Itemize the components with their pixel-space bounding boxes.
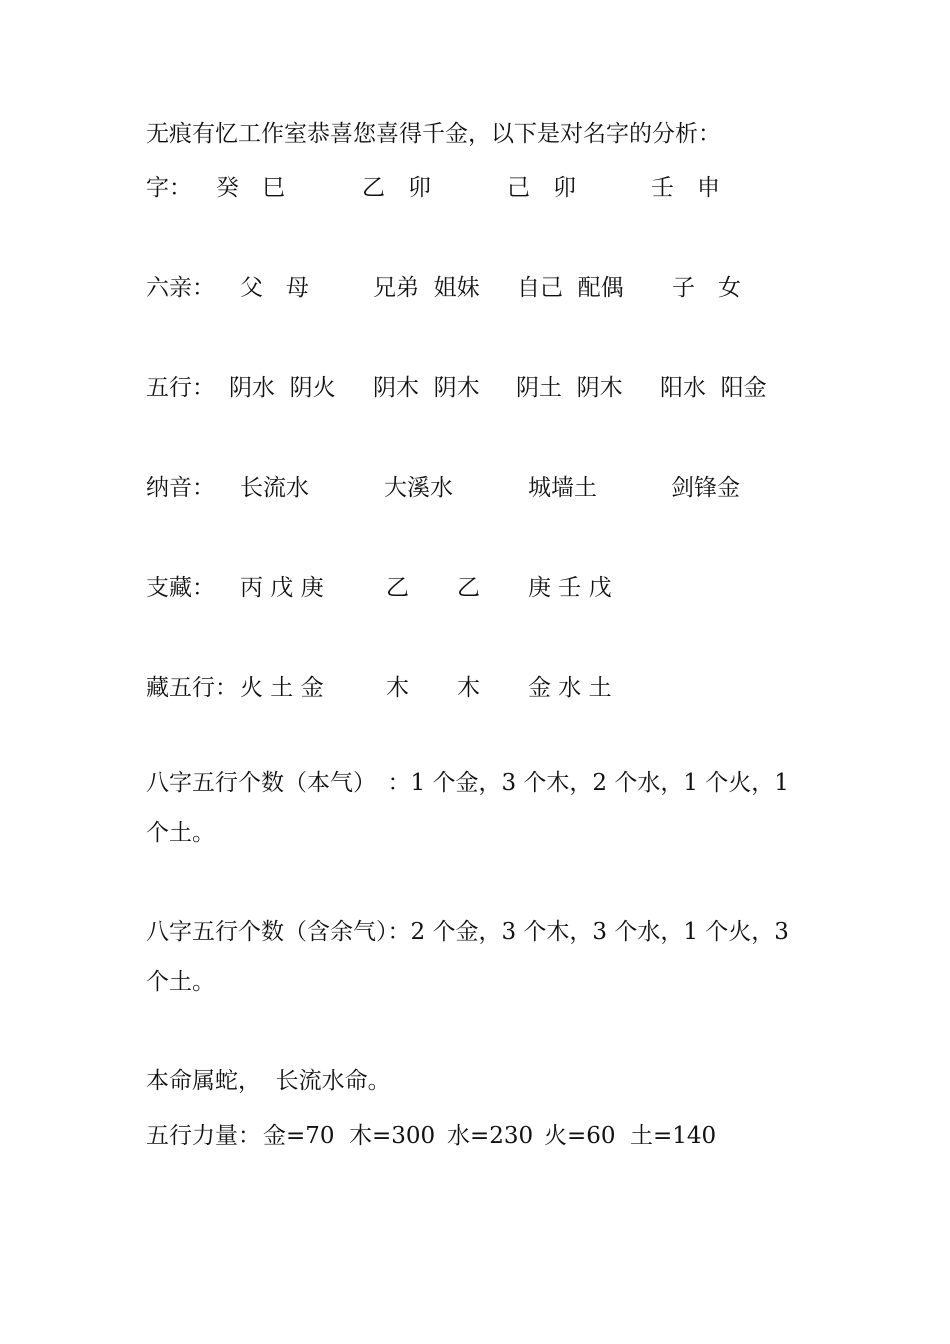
liuqin-col-4: 子 女 [672,275,741,301]
power-jin: 金=70 [263,1123,335,1149]
power-label: 五行力量： [146,1123,261,1149]
nayin-col-3: 城墙土 [528,475,597,501]
intro-text: 无痕有忆工作室恭喜您喜得千金，以下是对名字的分析： [146,121,721,147]
power-huo: 火=60 [544,1123,616,1149]
zi-month: 乙 卯 [362,175,431,201]
liuqin-col-3: 自己 配偶 [517,275,624,301]
cangwuxing-col-3: 木 [457,675,480,701]
count-yuqi-line1: 八字五行个数（含余气）：2 个金，3 个木，3 个水，1 个火，3 [146,919,789,945]
liuqin-col-2: 兄弟 姐妹 [373,275,480,301]
nayin-col-1: 长流水 [240,475,309,501]
count-benqi-line2: 个土。 [146,820,215,846]
zhicang-col-1: 丙 戊 庚 [240,575,324,601]
nayin-col-4: 剑锋金 [671,475,740,501]
row-label: 字： [146,175,192,201]
power-tu: 土=140 [630,1123,717,1149]
count-yuqi-line2: 个土。 [146,969,215,995]
cangwuxing-col-4: 金 水 土 [528,675,612,701]
power-mu: 木=300 [349,1123,436,1149]
row-label: 五行： [146,375,215,401]
zhicang-col-4: 庚 壬 戊 [528,575,612,601]
zi-day: 己 卯 [507,175,576,201]
count-benqi-line1: 八字五行个数（本气） ：1 个金，3 个木，2 个水，1 个火，1 [146,770,789,796]
row-label: 纳音： [146,475,215,501]
wuxing-col-1: 阴水 阴火 [229,375,336,401]
cangwuxing-col-2: 木 [386,675,409,701]
row-label: 六亲： [146,275,215,301]
power-shui: 水=230 [447,1123,534,1149]
liuqin-col-1: 父 母 [240,275,309,301]
row-label: 藏五行： [146,675,238,701]
wuxing-col-3: 阴土 阴木 [516,375,623,401]
zhicang-col-2: 乙 [386,575,409,601]
row-label: 支藏： [146,575,215,601]
zhicang-col-3: 乙 [457,575,480,601]
cangwuxing-col-1: 火 土 金 [240,675,324,701]
ming-shu: 本命属蛇， 长流水命。 [146,1068,391,1094]
zi-hour: 壬 申 [651,175,720,201]
wuxing-col-2: 阴木 阴木 [373,375,480,401]
wuxing-col-4: 阳水 阳金 [660,375,767,401]
nayin-col-2: 大溪水 [384,475,453,501]
zi-year: 癸 巳 [216,175,285,201]
